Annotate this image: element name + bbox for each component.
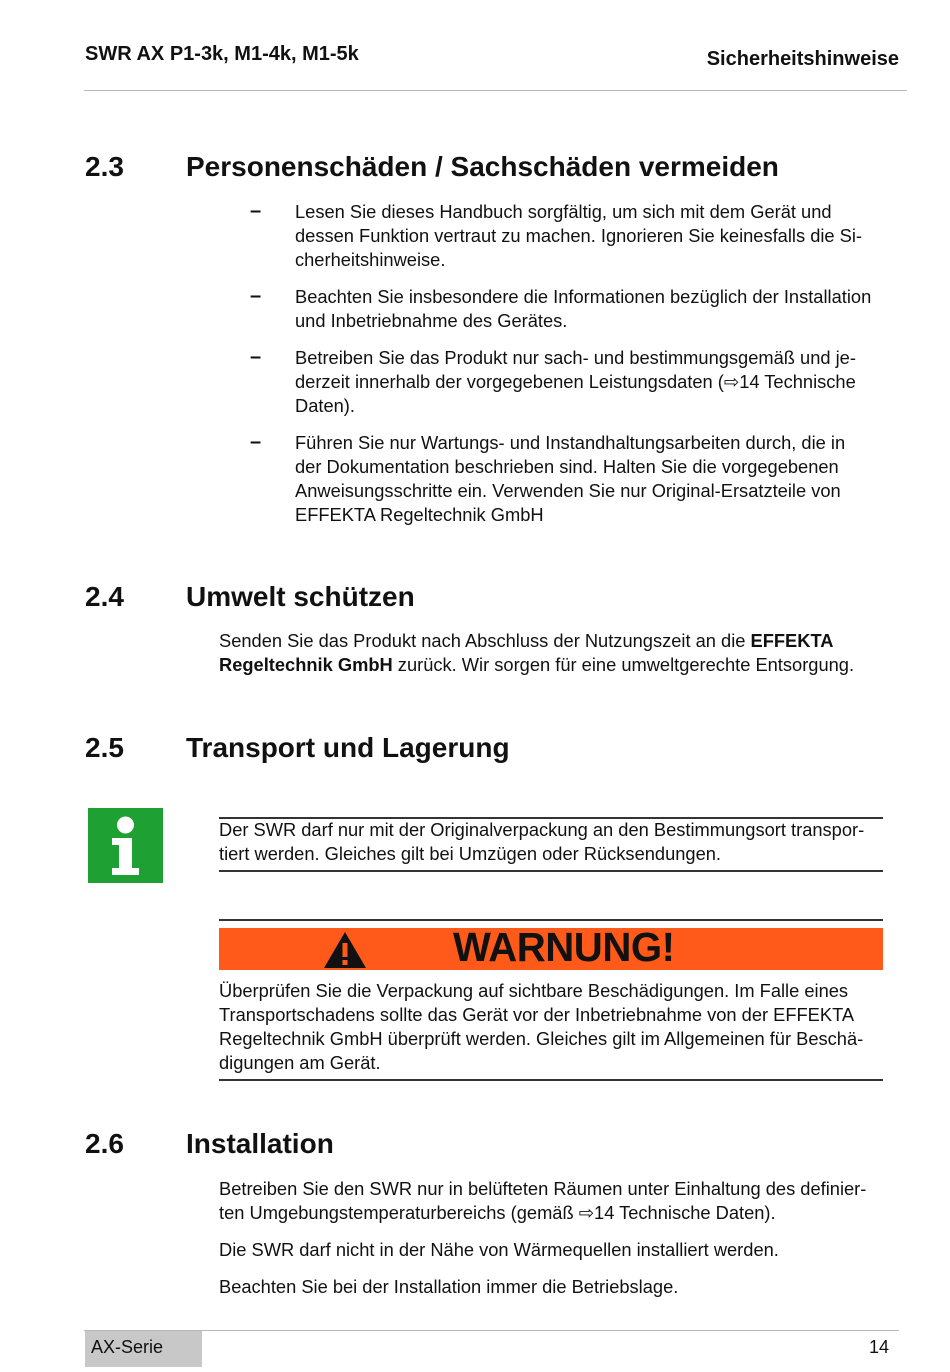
warning-line: Transportschadens sollte das Gerät vor der Inbetriebnahme von der EFFEKTA bbox=[219, 1004, 855, 1025]
bullet-line: und Inbetriebnahme des Gerätes. bbox=[295, 310, 568, 331]
bullet-item bbox=[250, 431, 895, 527]
info-note-text bbox=[219, 818, 889, 866]
footer-series: AX-Serie bbox=[91, 1337, 164, 1357]
installation-paragraph-3: Beachten Sie bei der Installation immer die Betriebslage. bbox=[219, 1276, 679, 1297]
bullet-line: Anweisungsschritte ein. Verwenden Sie nur Original-Ersatzteile von bbox=[295, 480, 841, 501]
page-number: 14 bbox=[869, 1337, 890, 1357]
section-2-3-heading bbox=[85, 151, 779, 183]
warning-line: Regeltechnik GmbH überprüft werden. Gleiches gilt im Allgemeinen für Beschä- bbox=[219, 1028, 864, 1049]
section-number: 2.4 bbox=[85, 581, 124, 612]
installation-paragraph-1 bbox=[219, 1177, 899, 1225]
bullet-item bbox=[250, 200, 895, 272]
bullet-item bbox=[250, 285, 895, 333]
section-number: 2.6 bbox=[85, 1128, 124, 1159]
note-line: tiert werden. Gleiches gilt bei Umzügen oder Rücksendungen. bbox=[219, 843, 721, 864]
warning-text bbox=[219, 979, 889, 1075]
header-product: SWR AX P1-3k, M1-4k, M1-5k bbox=[85, 43, 359, 65]
warning-triangle-icon bbox=[322, 930, 368, 970]
installation-paragraph-2: Die SWR darf nicht in der Nähe von Wärmequellen installiert werden. bbox=[219, 1239, 779, 1260]
header-chapter: Sicherheitshinweise bbox=[706, 48, 899, 70]
bullet-dash: – bbox=[250, 346, 262, 368]
section-2-5-heading bbox=[85, 732, 510, 764]
header-divider bbox=[84, 90, 907, 91]
paragraph-text: Senden Sie das Produkt nach Abschluss der Nutzungszeit an die bbox=[219, 630, 751, 651]
warning-line: Überprüfen Sie die Verpackung auf sichtbare Beschädigungen. Im Falle eines bbox=[219, 980, 849, 1001]
company-name: EFFEKTA bbox=[750, 630, 834, 651]
section-title: Installation bbox=[186, 1128, 334, 1159]
section-2-6-heading bbox=[85, 1128, 334, 1160]
bullet-item bbox=[250, 346, 895, 418]
footer-divider bbox=[84, 1330, 899, 1331]
bullet-line: Daten). bbox=[295, 395, 355, 416]
bullet-dash: – bbox=[250, 431, 262, 453]
warning-top-rule bbox=[219, 919, 883, 921]
bullet-dash: – bbox=[250, 200, 262, 222]
bullet-dash: – bbox=[250, 285, 262, 307]
section-number: 2.5 bbox=[85, 732, 124, 763]
bullet-line: Beachten Sie insbesondere die Informationen bezüglich der Installation bbox=[295, 286, 872, 307]
info-icon bbox=[88, 808, 163, 883]
bullet-line: Betreiben Sie das Produkt nur sach- und bestimmungsgemäß und je- bbox=[295, 347, 856, 368]
section-title: Umwelt schützen bbox=[186, 581, 415, 612]
section-2-4-heading bbox=[85, 581, 415, 613]
section-number: 2.3 bbox=[85, 151, 124, 182]
note-line: Der SWR darf nur mit der Originalverpackung an den Bestimmungsort transpor- bbox=[219, 819, 865, 840]
bullet-line: cherheitshinweise. bbox=[295, 249, 446, 270]
warning-label: WARNUNG! bbox=[453, 924, 675, 970]
bullet-line: Führen Sie nur Wartungs- und Instandhaltungsarbeiten durch, die in bbox=[295, 432, 846, 453]
paragraph-text: zurück. Wir sorgen für eine umweltgerechte Entsorgung. bbox=[392, 654, 855, 675]
section-title: Personenschäden / Sachschäden vermeiden bbox=[186, 151, 779, 182]
bullet-line: dessen Funktion vertraut zu machen. Ignorieren Sie keinesfalls die Si- bbox=[295, 225, 863, 246]
bullet-line: derzeit innerhalb der vorgegebenen Leistungsdaten (⇨14 Technische bbox=[295, 371, 856, 392]
section-title: Transport und Lagerung bbox=[186, 732, 510, 763]
info-bottom-rule bbox=[219, 870, 883, 872]
bullet-line: EFFEKTA Regeltechnik GmbH bbox=[295, 504, 544, 525]
warning-bottom-rule bbox=[219, 1079, 883, 1081]
paragraph-line: ten Umgebungstemperaturbereichs (gemäß ⇨14 Technische Daten). bbox=[219, 1202, 776, 1223]
bullet-line: der Dokumentation beschrieben sind. Halten Sie die vorgegebenen bbox=[295, 456, 839, 477]
bullet-line: Lesen Sie dieses Handbuch sorgfältig, um sich mit dem Gerät und bbox=[295, 201, 832, 222]
warning-line: digungen am Gerät. bbox=[219, 1052, 381, 1073]
company-name: Regeltechnik GmbH bbox=[219, 654, 393, 675]
environment-paragraph bbox=[219, 629, 899, 677]
paragraph-line: Betreiben Sie den SWR nur in belüfteten Räumen unter Einhaltung des definier- bbox=[219, 1178, 867, 1199]
